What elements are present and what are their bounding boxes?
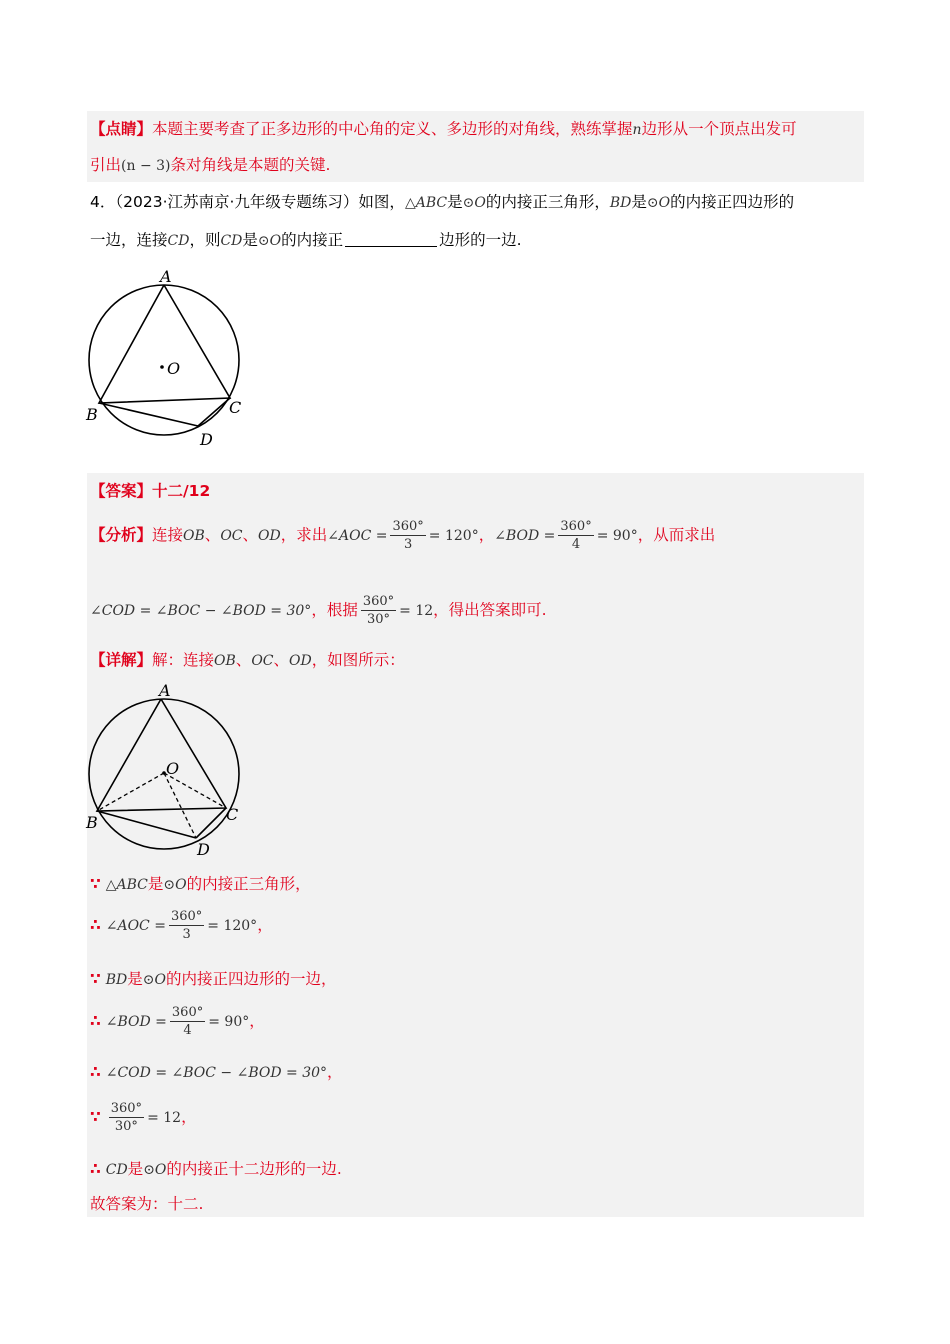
label-o-2: O <box>166 759 180 778</box>
label-d: D <box>200 430 213 449</box>
analysis-line-2: ∠COD = ∠BOC − ∠BOD = 30°，根据 $\frac{360^\circ}{30^\circ}$ = 12，得出答案即可. <box>90 594 547 627</box>
step-1: ∵ △ABC是⊙O的内接正三角形， <box>90 875 311 893</box>
detail-line: 【详解】解：连接OB、OC、OD，如图所示： <box>90 651 405 669</box>
label-b-2: B <box>86 813 98 832</box>
label-o: O <box>167 359 181 378</box>
step-2: ∴ ∠AOC = $\frac{360^\circ}{3}$ = 120°， <box>90 909 273 942</box>
final-answer: 故答案为：十二. <box>90 1195 204 1213</box>
step-7: ∴ CD是⊙O的内接正十二边形的一边. <box>90 1160 342 1178</box>
label-a: A <box>160 270 172 286</box>
review-line-1: 【点睛】本题主要考查了正多边形的中心角的定义、多边形的对角线，熟练掌握n边形从一个顶点出发可 <box>90 120 797 138</box>
fraction-step6: $\frac{360^\circ}{30^\circ}$ <box>110 1101 143 1134</box>
step-4: ∴ ∠BOD = $\frac{360^\circ}{4}$ = 90°， <box>90 1005 265 1038</box>
segment-cd <box>198 398 230 426</box>
segment-od <box>164 773 196 838</box>
step-5: ∴ ∠COD = ∠BOC − ∠BOD = 30°， <box>90 1063 343 1081</box>
review-tag: 【点睛】 <box>90 120 153 138</box>
analysis-line-1: 【分析】连接OB、OC、OD，求出∠AOC = $\frac{360^\circ}{3}$ = 120°，∠BOD = $\frac{360^\circ}{4}$ = 90°，从而求出 <box>90 519 716 552</box>
fraction-step4: $\frac{360^\circ}{4}$ <box>171 1005 204 1038</box>
fraction-step2: $\frac{360^\circ}{3}$ <box>170 909 203 942</box>
fraction-360-3: $\frac{360^\circ}{3}$ <box>392 519 424 552</box>
question-line-2: 一边，连接CD，则CD是⊙O的内接正 边形的一边. <box>90 231 522 249</box>
label-a-2: A <box>159 681 171 700</box>
segment-bd-2 <box>97 811 196 838</box>
segment-oc <box>164 773 226 808</box>
label-c-2: C <box>226 805 239 824</box>
triangle-abc <box>99 285 230 403</box>
solution-figure <box>84 680 254 860</box>
answer-blank <box>345 230 437 247</box>
label-b: B <box>86 405 98 424</box>
circle-o <box>89 285 242 435</box>
center-dot <box>160 365 164 369</box>
label-c: C <box>229 398 242 417</box>
question-line-1: 4．（2023·江苏南京·九年级专题练习）如图，△ABC是⊙O的内接正三角形，BD是⊙O的内接正四边形的 <box>90 193 795 211</box>
fraction-360-4: $\frac{360^\circ}{4}$ <box>560 519 592 552</box>
step-6: ∵ $\frac{360^\circ}{30^\circ}$ = 12， <box>90 1101 197 1134</box>
review-line-2: 引出(n − 3)条对角线是本题的关键. <box>90 156 331 174</box>
label-d-2: D <box>197 840 210 859</box>
answer-line: 【答案】十二/12 <box>90 482 211 500</box>
fraction-360-30: $\frac{360^\circ}{30^\circ}$ <box>362 594 395 627</box>
segment-bd <box>99 403 198 426</box>
question-figure <box>84 270 254 455</box>
step-3: ∵ BD是⊙O的内接正四边形的一边， <box>90 970 337 988</box>
